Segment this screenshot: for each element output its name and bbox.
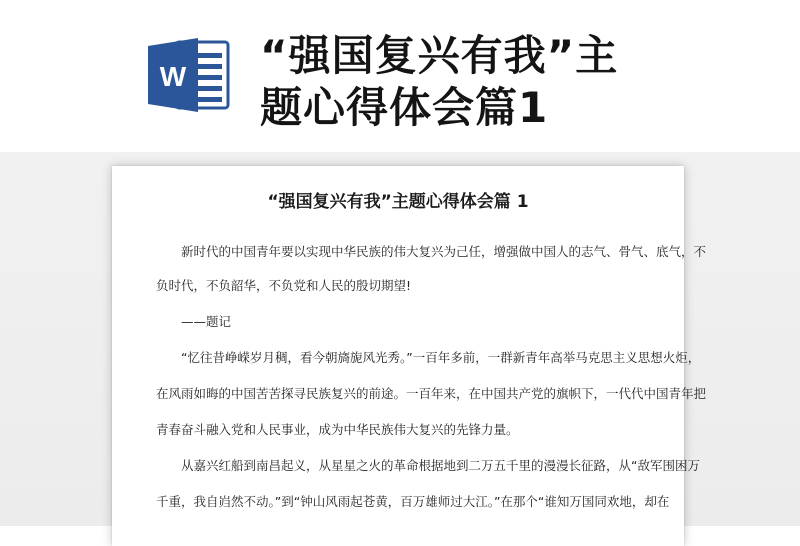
document-page[interactable]: [112, 166, 707, 546]
header-title-line-1: “强国复兴有我”主: [260, 31, 619, 80]
document-title: “强国复兴有我”主题心得体会篇 1: [267, 192, 529, 212]
header-title-line-2: 题心得体会篇1: [260, 83, 549, 132]
word-icon-letter: W: [159, 61, 187, 92]
document-line: 负时代，不负韶华，不负党和人民的殷切期望!: [156, 278, 412, 293]
document-line: 从嘉兴红船到南昌起义，从星星之火的革命根据地到二万五千里的漫漫长征路，从“敌军围困万: [156, 458, 700, 473]
header-banner: [0, 0, 800, 160]
word-icon: [146, 36, 232, 114]
document-line: ——题记: [156, 314, 232, 329]
document-line: 青春奋斗融入党和人民事业，成为中华民族伟大复兴的先锋力量。: [156, 422, 519, 437]
document-line: 新时代的中国青年要以实现中华民族的伟大复兴为己任，增强做中国人的志气、骨气、底气，不: [156, 244, 707, 259]
header-title: [260, 30, 700, 134]
document-line: 在风雨如晦的中国苦苦探寻民族复兴的前途。一百年来，在中国共产党的旗帜下，一代代中国青年把: [156, 386, 707, 401]
document-line: “忆往昔峥嵘岁月稠，看今朝旖旎风光秀。”一百年多前，一群新青年高举马克思主义思想火炬，: [156, 350, 701, 365]
document-line: 千重，我自岿然不动。”到“钟山风雨起苍黄，百万雄师过大江。”在那个“谁知万国同欢地，却在: [156, 494, 670, 509]
